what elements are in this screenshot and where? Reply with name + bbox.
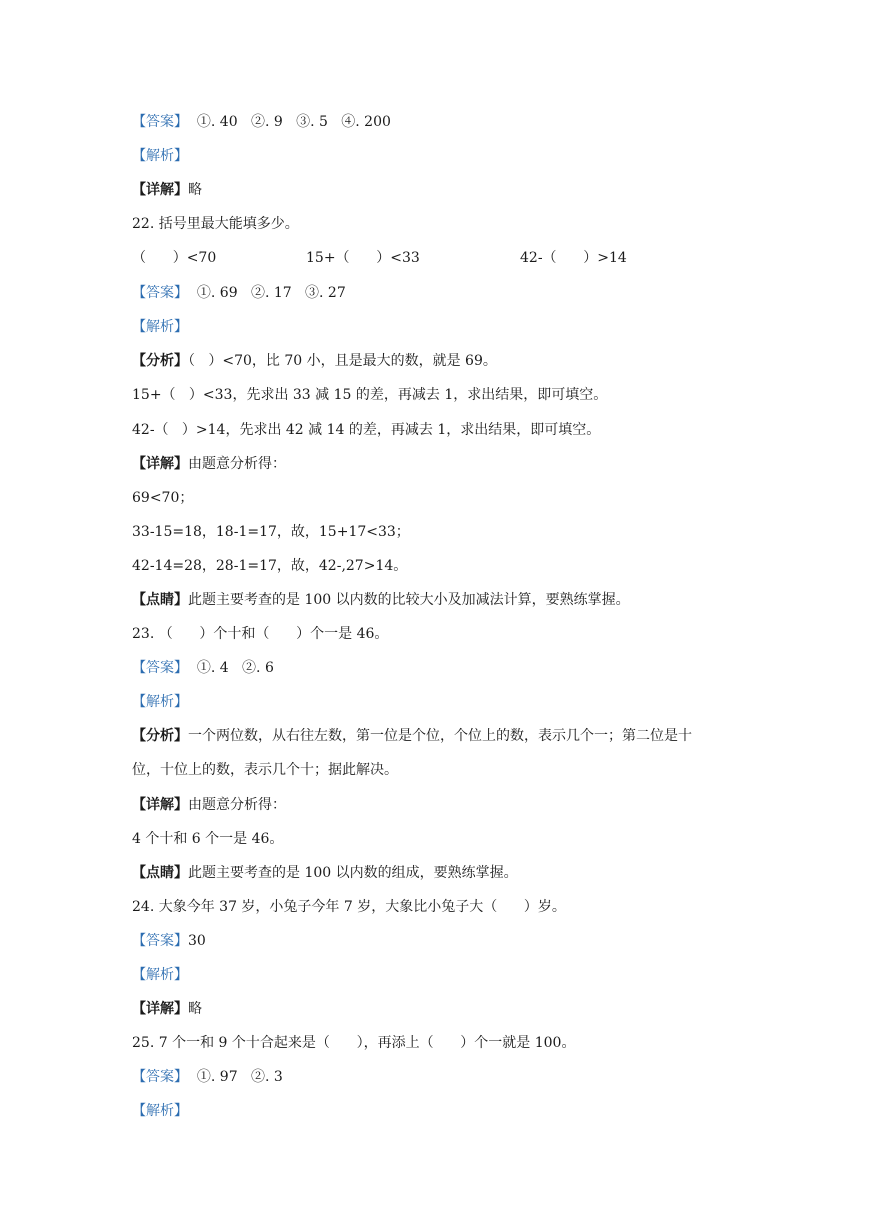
q22-detail-3: 42-14=28，28-1=17，故，42-,27>14。 <box>132 558 408 574</box>
fenxi-tag: 【分析】 <box>132 728 188 744</box>
detail-text: 由题意分析得： <box>188 456 286 472</box>
answer-tag: 【答案】 <box>132 1069 188 1085</box>
answer-text: 30 <box>188 933 206 949</box>
fenxi-tag: 【分析】 <box>132 353 188 369</box>
q23-dianjing <box>132 863 518 883</box>
q22-detail <box>132 454 286 474</box>
answer-tag: 【答案】 <box>132 285 188 301</box>
q22-fenxi-1 <box>132 351 497 371</box>
dianjing-tag: 【点睛】 <box>132 865 188 881</box>
q22-analysis-tag: 【解析】 <box>132 319 188 335</box>
q23-analysis-tag: 【解析】 <box>132 694 188 710</box>
q23-detail-1: 4 个十和 6 个一是 46。 <box>132 831 284 847</box>
dianjing-tag: 【点睛】 <box>132 592 188 608</box>
q24-question: 24. 大象今年 37 岁，小兔子今年 7 岁，大象比小兔子大（ ）岁。 <box>132 899 566 915</box>
detail-tag: 【详解】 <box>132 797 188 813</box>
q22-question: 22. 括号里最大能填多少。 <box>132 216 299 232</box>
q23-fenxi-2: 位，十位上的数，表示几个十；据此解决。 <box>132 762 398 778</box>
dianjing-text: 此题主要考查的是 100 以内数的比较大小及加减法计算，要熟练掌握。 <box>188 592 630 608</box>
answer-text: ①. 4 ②. 6 <box>188 660 274 676</box>
detail-tag: 【详解】 <box>132 1001 188 1017</box>
q24-detail <box>132 999 202 1019</box>
q24-analysis-tag: 【解析】 <box>132 967 188 983</box>
q22-fenxi-2: 15+（ ）<33，先求出 33 减 15 的差，再减去 1，求出结果，即可填空。 <box>132 387 608 403</box>
answer-text: ①. 69 ②. 17 ③. 27 <box>188 285 346 301</box>
q23-answer <box>132 658 274 678</box>
q21-analysis-tag: 【解析】 <box>132 148 188 164</box>
detail-tag: 【详解】 <box>132 182 188 198</box>
q25-answer <box>132 1067 283 1087</box>
q22-blank-2: 15+（ ）<33 <box>306 250 420 266</box>
q21-answer <box>132 112 391 132</box>
detail-tag: 【详解】 <box>132 456 188 472</box>
q23-detail <box>132 795 286 815</box>
q22-detail-1: 69<70； <box>132 490 194 506</box>
q22-dianjing <box>132 590 630 610</box>
answer-text: ①. 97 ②. 3 <box>188 1069 283 1085</box>
q23-fenxi-1 <box>132 726 692 746</box>
answer-tag: 【答案】 <box>132 933 188 949</box>
q22-fenxi-3: 42-（ ）>14，先求出 42 减 14 的差，再减去 1，求出结果，即可填空。 <box>132 422 601 438</box>
q24-answer <box>132 931 206 951</box>
q22-blank-3: 42-（ ）>14 <box>520 250 627 266</box>
detail-text: 略 <box>188 182 202 198</box>
detail-text: 由题意分析得： <box>188 797 286 813</box>
q21-detail <box>132 180 202 200</box>
fenxi-text: （ ）<70，比 70 小，且是最大的数，就是 69。 <box>188 353 497 369</box>
dianjing-text: 此题主要考查的是 100 以内数的组成，要熟练掌握。 <box>188 865 518 881</box>
answer-tag: 【答案】 <box>132 660 188 676</box>
q22-answer <box>132 283 346 303</box>
answer-tag: 【答案】 <box>132 114 188 130</box>
q25-question: 25. 7 个一和 9 个十合起来是（ ），再添上（ ）个一就是 100。 <box>132 1035 576 1051</box>
detail-text: 略 <box>188 1001 202 1017</box>
q22-detail-2: 33-15=18，18-1=17，故，15+17<33； <box>132 524 410 540</box>
answer-text: ①. 40 ②. 9 ③. 5 ④. 200 <box>188 114 391 130</box>
q23-question: 23. （ ）个十和（ ）个一是 46。 <box>132 626 389 642</box>
q25-analysis-tag: 【解析】 <box>132 1103 188 1119</box>
fenxi-text: 一个两位数，从右往左数，第一位是个位，个位上的数，表示几个一；第二位是十 <box>188 728 692 744</box>
q22-blank-1: （ ）<70 <box>132 250 217 266</box>
